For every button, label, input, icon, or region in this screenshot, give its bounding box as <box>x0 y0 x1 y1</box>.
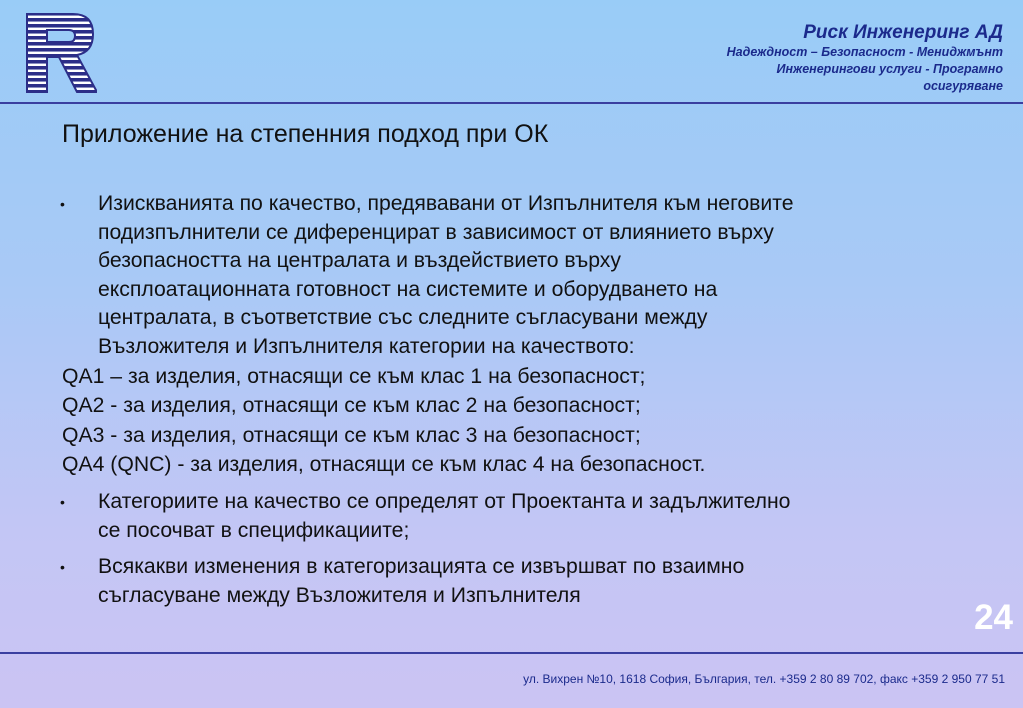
qa1-line: QA1 – за изделия, отнасящи се към клас 1 на безопасност; <box>62 364 646 388</box>
qa4-line: QA4 (QNC) - за изделия, отнасящи се към клас 4 на безопасност. <box>62 453 706 477</box>
tagline-line-1: Надеждност – Безопасност - Мениджмънт <box>726 45 1003 59</box>
bullet-requirements <box>62 190 982 362</box>
slide-content <box>62 190 982 610</box>
company-header <box>483 22 1003 95</box>
company-name: Риск Инженеринг АД <box>803 22 1003 43</box>
header-divider <box>0 102 1023 104</box>
bullet-line: Възложителя и Изпълнителя категории на качеството: <box>98 334 635 358</box>
r-logo-icon <box>25 12 97 94</box>
tagline-line-2: Инженерингови услуги - Програмно <box>776 62 1003 76</box>
bullet-line: се посочват в спецификациите; <box>98 518 410 542</box>
company-logo <box>25 12 97 99</box>
bullet-line: подизпълнители се диференцират в зависимост от влиянието върху <box>98 220 774 244</box>
page-number: 24 <box>974 598 1013 637</box>
qa2-line: QA2 - за изделия, отнасящи се към клас 2 на безопасност; <box>62 394 641 418</box>
bullet-line: • Категориите на качество се определят от Проектанта и задължително <box>98 489 791 513</box>
bullet-line: безопасността на централата и въздействието върху <box>98 249 621 273</box>
bullet-line: експлоатационната готовност на системите и оборудването на <box>98 277 718 301</box>
footer-divider <box>0 652 1023 654</box>
bullet-categories <box>62 488 982 545</box>
slide-title: Приложение на степенния подход при ОК <box>62 120 549 148</box>
qa3-line: QA3 - за изделия, отнасящи се към клас 3 на безопасност; <box>62 423 641 447</box>
bullet-line: съгласуване между Възложителя и Изпълнителя <box>98 583 581 607</box>
footer-address: ул. Вихрен №10, 1618 София, България, тел. +359 2 80 89 702, факс +359 2 950 77 51 <box>523 672 1005 686</box>
tagline-line-3: осигуряване <box>923 79 1003 93</box>
bullet-line: • Изискванията по качество, предявавани от Изпълнителя към неговите <box>98 192 794 215</box>
bullet-line: централата, в съответствие със следните съгласувани между <box>98 306 708 330</box>
bullet-changes <box>62 553 982 610</box>
bullet-line: • Всякакви изменения в категоризацията се извършват по взаимно <box>98 555 745 579</box>
